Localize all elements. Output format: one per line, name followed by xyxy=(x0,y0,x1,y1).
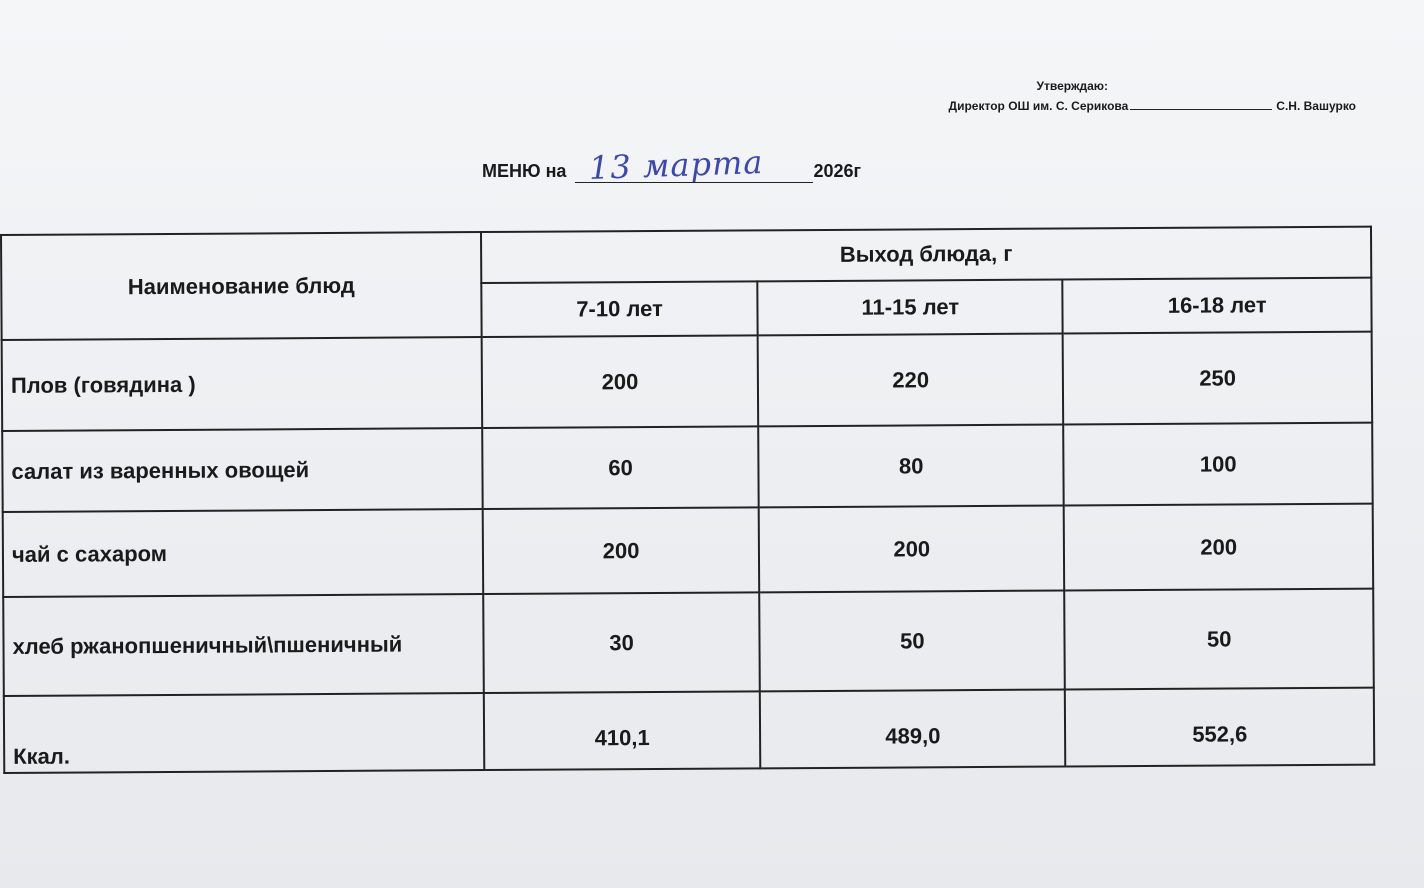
yield-value: 200 xyxy=(482,336,759,429)
table-row xyxy=(2,423,1372,512)
yield-header: Выход блюда, г xyxy=(481,227,1371,283)
age-group-header: 16-18 лет xyxy=(1063,277,1372,333)
menu-title xyxy=(482,142,862,188)
date-blank xyxy=(575,142,813,188)
approval-label: Утверждаю: xyxy=(1036,79,1108,93)
yield-value: 200 xyxy=(759,506,1065,593)
kcal-value: 410,1 xyxy=(484,691,761,770)
dish-column-header: Наименование блюд xyxy=(1,232,482,340)
dish-name: чай с сахаром xyxy=(3,509,484,597)
yield-value: 100 xyxy=(1064,423,1373,506)
handwritten-date: 13 марта xyxy=(588,142,765,188)
yield-value: 250 xyxy=(1063,332,1372,425)
kcal-label: Ккал. xyxy=(4,693,484,773)
table-row xyxy=(3,589,1374,696)
menu-title-year: 2026г xyxy=(813,161,862,181)
approval-signer: С.Н. Вашурко xyxy=(1276,99,1356,113)
menu-table xyxy=(0,226,1375,774)
age-group-header: 11-15 лет xyxy=(757,279,1063,335)
dish-name: салат из варенных овощей xyxy=(2,428,482,512)
table-row xyxy=(2,332,1373,431)
kcal-row xyxy=(4,688,1374,773)
approval-block xyxy=(949,76,1356,116)
yield-value: 200 xyxy=(483,507,760,594)
kcal-value: 489,0 xyxy=(760,690,1066,769)
table-row xyxy=(3,504,1373,597)
yield-value: 30 xyxy=(483,592,760,693)
yield-value: 220 xyxy=(758,334,1064,427)
yield-value: 50 xyxy=(759,590,1065,691)
kcal-value: 552,6 xyxy=(1065,688,1374,767)
yield-value: 60 xyxy=(482,427,759,510)
menu-table-wrapper xyxy=(0,226,1375,774)
signature-blank xyxy=(1130,97,1272,110)
approval-position: Директор ОШ им. С. Серикова xyxy=(948,99,1129,113)
yield-value: 80 xyxy=(758,425,1064,508)
menu-title-prefix: МЕНЮ на xyxy=(482,161,567,181)
dish-name: Плов (говядина ) xyxy=(2,337,483,431)
table-header-row xyxy=(1,227,1371,286)
age-group-header: 7-10 лет xyxy=(481,281,758,337)
yield-value: 50 xyxy=(1065,589,1374,690)
dish-name: хлеб ржанопшеничный\пшеничный xyxy=(3,594,484,696)
approval-signature-line xyxy=(949,96,1356,116)
yield-value: 200 xyxy=(1064,504,1373,591)
